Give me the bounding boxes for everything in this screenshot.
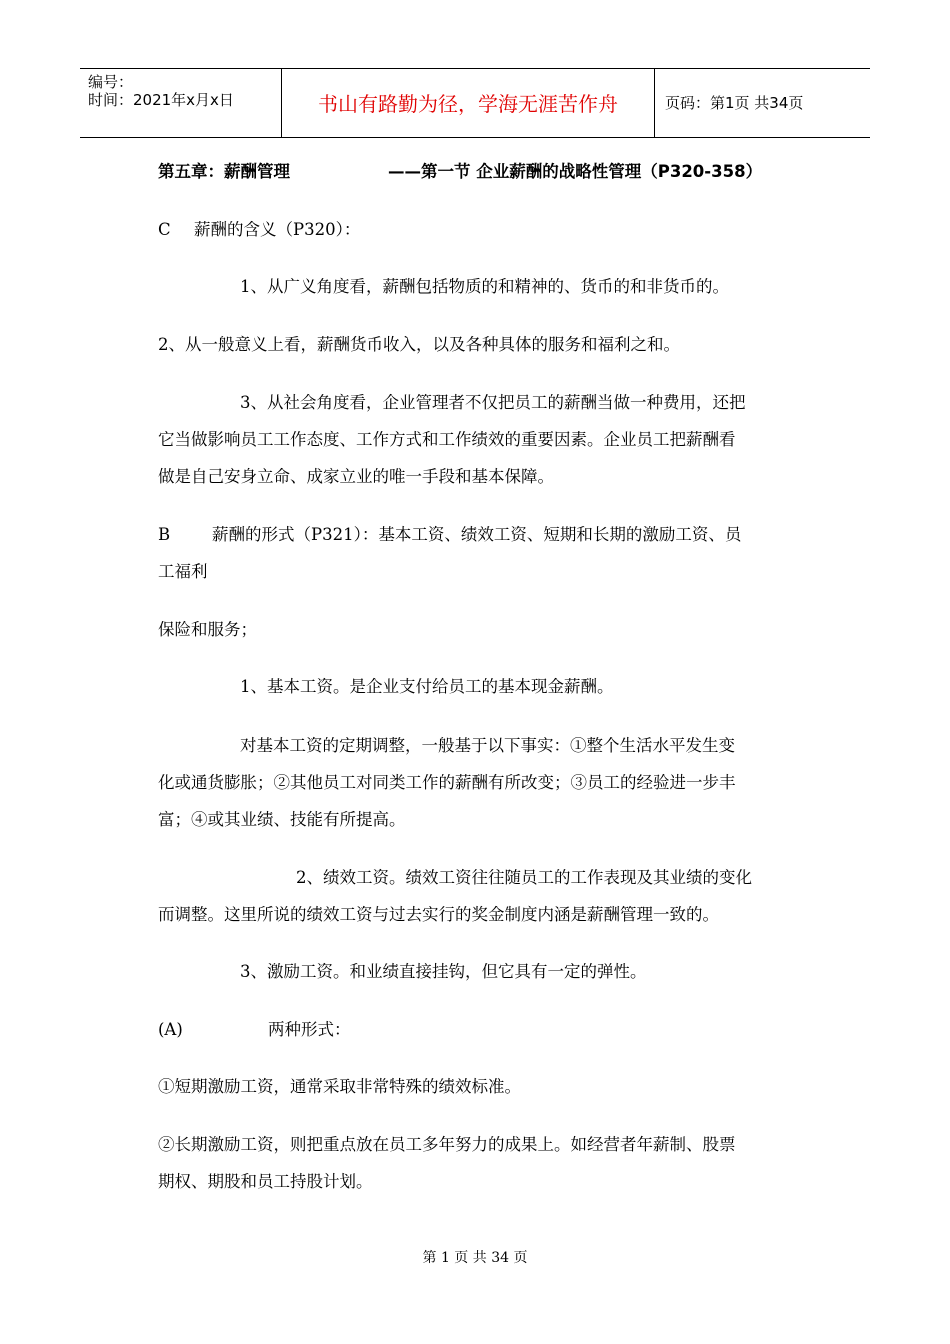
header-table (80, 68, 870, 138)
basic-wage-paragraph: 1、基本工资。是企业支付给员工的基本现金薪酬。 (240, 677, 614, 696)
paragraph-3-line-2: 它当做影响员工工作态度、工作方式和工作绩效的重要因素。企业员工把薪酬看 (158, 430, 736, 449)
item-b-line-1: 薪酬的形式（P321）：基本工资、绩效工资、短期和长期的激励工资、员 (212, 525, 742, 544)
item-b-line-2: 工福利 (158, 562, 208, 581)
short-term-incentive: ①短期激励工资，通常采取非常特殊的绩效标准。 (158, 1077, 521, 1096)
paragraph-3-line-3: 做是自己安身立命、成家立业的唯一手段和基本保障。 (158, 467, 554, 486)
performance-wage-line-1: 2、绩效工资。绩效工资往往随员工的工作表现及其业绩的变化 (296, 868, 752, 887)
performance-wage-line-2: 而调整。这里所说的绩效工资与过去实行的奖金制度内涵是薪酬管理一致的。 (158, 905, 719, 924)
document-number-label: 编号： (88, 73, 134, 91)
header-page-cell (655, 69, 870, 137)
item-b-line-3: 保险和服务； (158, 620, 257, 639)
item-a-heading: 两种形式： (268, 1020, 351, 1039)
item-c-label: C (158, 220, 171, 239)
paragraph-2: 2、从一般意义上看，薪酬货币收入，以及各种具体的服务和福利之和。 (158, 335, 680, 354)
paragraph-1: 1、从广义角度看，薪酬包括物质的和精神的、货币的和非货币的。 (240, 277, 729, 296)
long-term-incentive-line-2: 期权、期股和员工持股计划。 (158, 1172, 373, 1191)
wage-adjust-line-1: 对基本工资的定期调整，一般基于以下事实：①整个生活水平发生变 (240, 736, 735, 755)
header-motto-cell (282, 69, 655, 137)
incentive-wage-paragraph: 3、激励工资。和业绩直接挂钩，但它具有一定的弹性。 (240, 962, 647, 981)
header-page-info: 页码：第1页 共34页 (665, 94, 804, 112)
wage-adjust-line-2: 化或通货膨胀；②其他员工对同类工作的薪酬有所改变；③员工的经验进一步丰 (158, 773, 736, 792)
document-date: 时间：2021年x月x日 (88, 91, 234, 109)
chapter-title: 第五章：薪酬管理 (158, 162, 290, 181)
header-meta-cell (80, 69, 282, 137)
item-b-label: B (158, 525, 171, 544)
paragraph-3-line-1: 3、从社会角度看，企业管理者不仅把员工的薪酬当做一种费用，还把 (240, 393, 746, 412)
section-title: ——第一节 企业薪酬的战略性管理（P320-358） (388, 162, 763, 181)
item-a-label: (A) (158, 1020, 183, 1039)
long-term-incentive-line-1: ②长期激励工资，则把重点放在员工多年努力的成果上。如经营者年薪制、股票 (158, 1135, 736, 1154)
header-motto: 书山有路勤为径，学海无涯苦作舟 (318, 92, 618, 116)
page-footer: 第 1 页 共 34 页 (422, 1250, 528, 1266)
item-c-heading: 薪酬的含义（P320）： (194, 220, 361, 239)
wage-adjust-line-3: 富；④或其业绩、技能有所提高。 (158, 810, 406, 829)
